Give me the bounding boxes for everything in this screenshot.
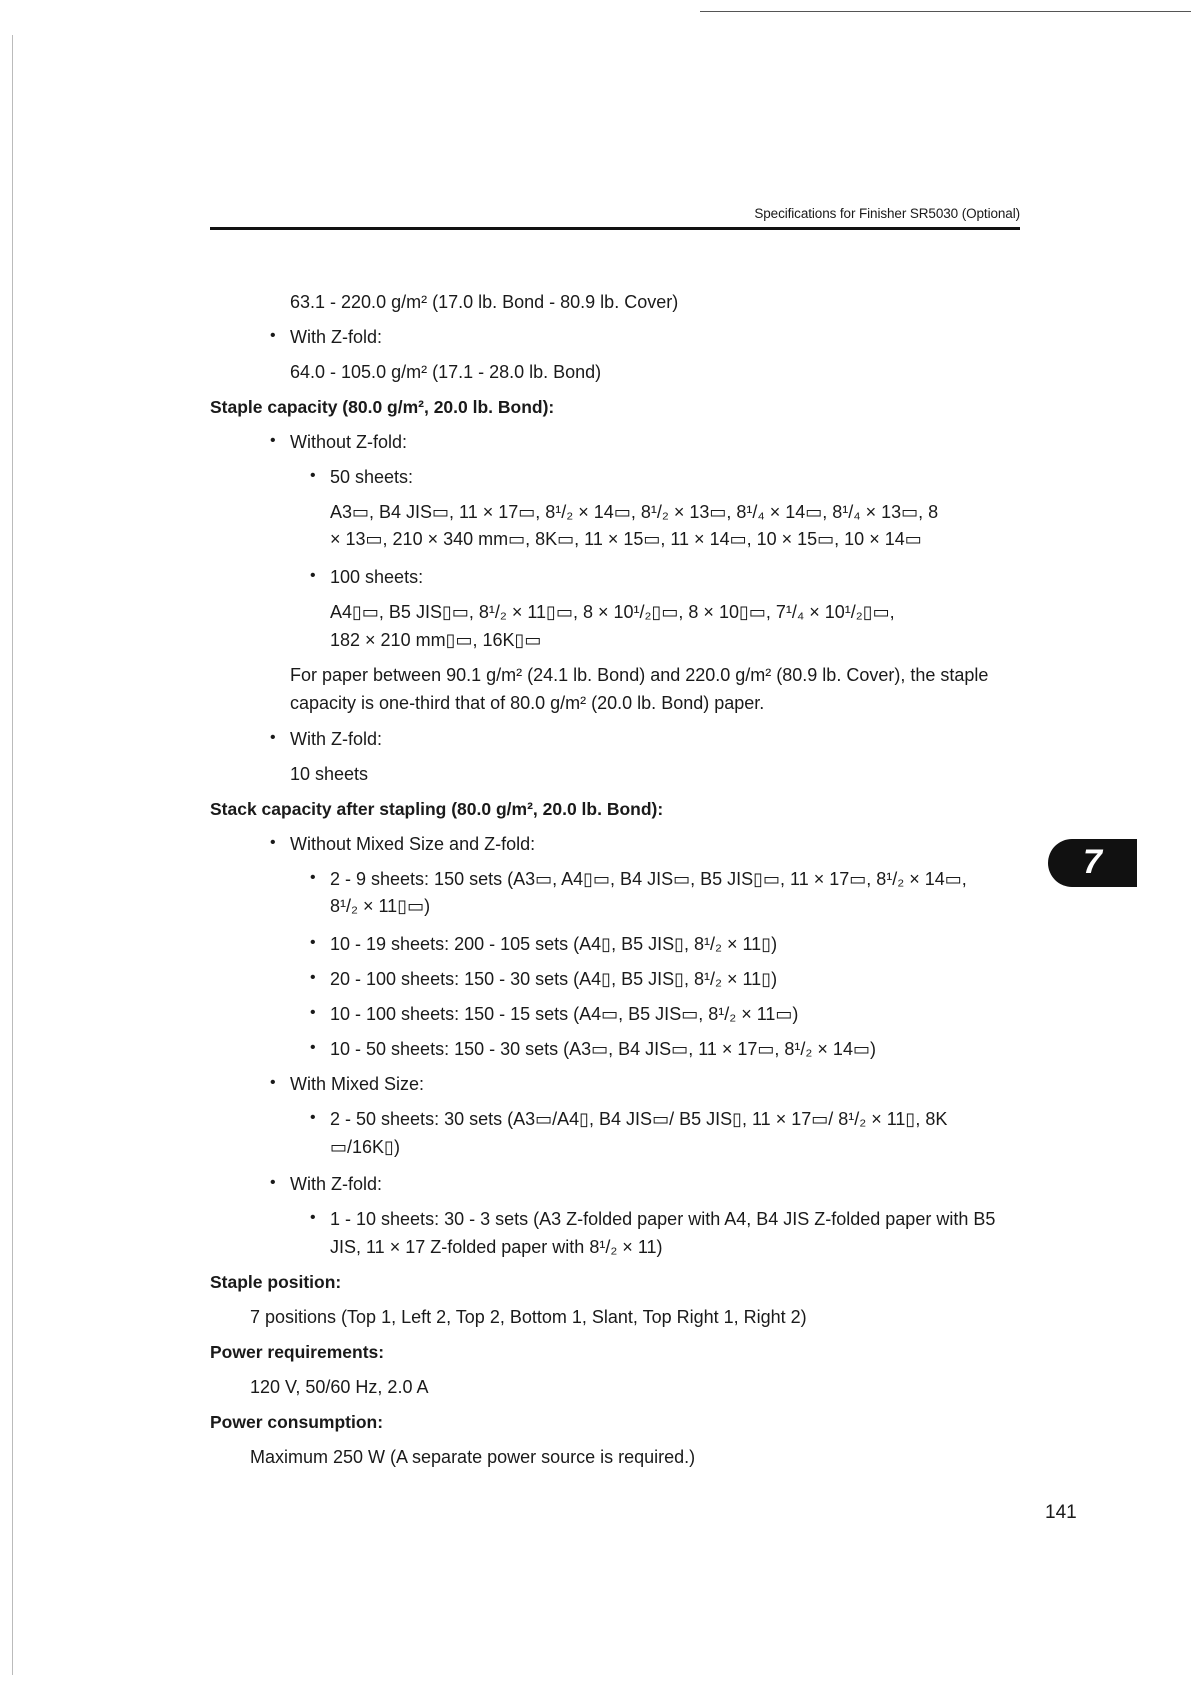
bullet-20-100-sheets: • 20 - 100 sheets: 150 - 30 sets (A4▯, B5 JIS▯, 8¹/₂ × 11▯) [330,967,777,992]
left-margin-line [12,35,13,1675]
bullet-10-50-sheets: • 10 - 50 sheets: 150 - 30 sets (A3▭, B4 JIS▭, 11 × 17▭, 8¹/₂ × 14▭) [330,1037,876,1062]
bullet-zfold-1-10: • 1 - 10 sheets: 30 - 3 sets (A3 Z-folded paper with A4, B4 JIS Z-folded paper with B5 [330,1207,995,1232]
mixed-2-50-line2: ▭/16K▯) [330,1137,400,1157]
zfold-weight-text: 64.0 - 105.0 g/m² (17.1 - 28.0 lb. Bond) [290,362,602,382]
power-requirements-text: 120 V, 50/60 Hz, 2.0 A [250,1377,429,1397]
zfold-sheets-text: 10 sheets [290,764,369,784]
bullet-10-19-sheets: • 10 - 19 sheets: 200 - 105 sets (A4▯, B5 JIS▯, 8¹/₂ × 11▯) [330,932,777,957]
bullet-100-sheets: • 100 sheets: [330,565,423,590]
heading-power-requirements: Power requirements: [210,1342,385,1362]
note-line2: capacity is one-third that of 80.0 g/m² (20.0 lb. Bond) paper. [290,693,765,713]
power-consumption-text: Maximum 250 W (A separate power source is required.) [250,1447,696,1467]
bullet-with-zfold: • With Z-fold: [290,325,382,350]
bullet-with-zfold-2: • With Z-fold: [290,727,382,752]
header-rule [210,227,1020,230]
sizes-100-line1: A4▯▭, B5 JIS▯▭, 8¹/₂ × 11▯▭, 8 × 10¹/₂▯▭, 8 × 10▯▭, 7¹/₄ × 10¹/₂▯▭, [330,602,895,622]
bullet-with-mixed: • With Mixed Size: [290,1072,424,1097]
staple-position-text: 7 positions (Top 1, Left 2, Top 2, Bottom 1, Slant, Top Right 1, Right 2) [250,1307,807,1327]
bullet-10-100-sheets: • 10 - 100 sheets: 150 - 15 sets (A4▭, B5 JIS▭, 8¹/₂ × 11▭) [330,1002,798,1027]
bullet-with-zfold-3: • With Z-fold: [290,1172,382,1197]
sizes-100-line2: 182 × 210 mm▯▭, 16K▯▭ [330,630,542,650]
bullet-without-mixed: • Without Mixed Size and Z-fold: [290,832,535,857]
zfold-1-10-line2: JIS, 11 × 17 Z-folded paper with 8¹/₂ × 11) [330,1237,663,1257]
bullet-without-zfold: • Without Z-fold: [290,430,407,455]
heading-power-consumption: Power consumption: [210,1412,384,1432]
bullet-50-sheets: • 50 sheets: [330,465,413,490]
heading-staple-capacity: Staple capacity (80.0 g/m², 20.0 lb. Bond): [210,397,555,417]
top-rule [700,11,1191,12]
heading-staple-position: Staple position: [210,1272,342,1292]
running-header: Specifications for Finisher SR5030 (Optional) [754,206,1020,221]
bullet-2-9-sheets: • 2 - 9 sheets: 150 sets (A3▭, A4▯▭, B4 JIS▭, B5 JIS▯▭, 11 × 17▭, 8¹/₂ × 14▭, [330,867,967,892]
sizes-50-line2: × 13▭, 210 × 340 mm▭, 8K▭, 11 × 15▭, 11 × 14▭, 10 × 15▭, 10 × 14▭ [330,529,922,549]
sizes-50-line1: A3▭, B4 JIS▭, 11 × 17▭, 8¹/₂ × 14▭, 8¹/₂ × 13▭, 8¹/₄ × 14▭, 8¹/₄ × 13▭, 8 [330,502,939,522]
weight-range-text: 63.1 - 220.0 g/m² (17.0 lb. Bond - 80.9 lb. Cover) [290,292,679,312]
note-line1: For paper between 90.1 g/m² (24.1 lb. Bond) and 220.0 g/m² (80.9 lb. Cover), the staple [290,665,989,685]
bullet-mixed-2-50: • 2 - 50 sheets: 30 sets (A3▭/A4▯, B4 JIS▭/ B5 JIS▯, 11 × 17▭/ 8¹/₂ × 11▯, 8K [330,1107,947,1132]
heading-stack-capacity: Stack capacity after stapling (80.0 g/m², 20.0 lb. Bond): [210,799,664,819]
2-9-sheets-line2: 8¹/₂ × 11▯▭) [330,896,431,916]
page-number: 141 [1045,1502,1077,1523]
chapter-tab: 7 [1048,839,1137,887]
